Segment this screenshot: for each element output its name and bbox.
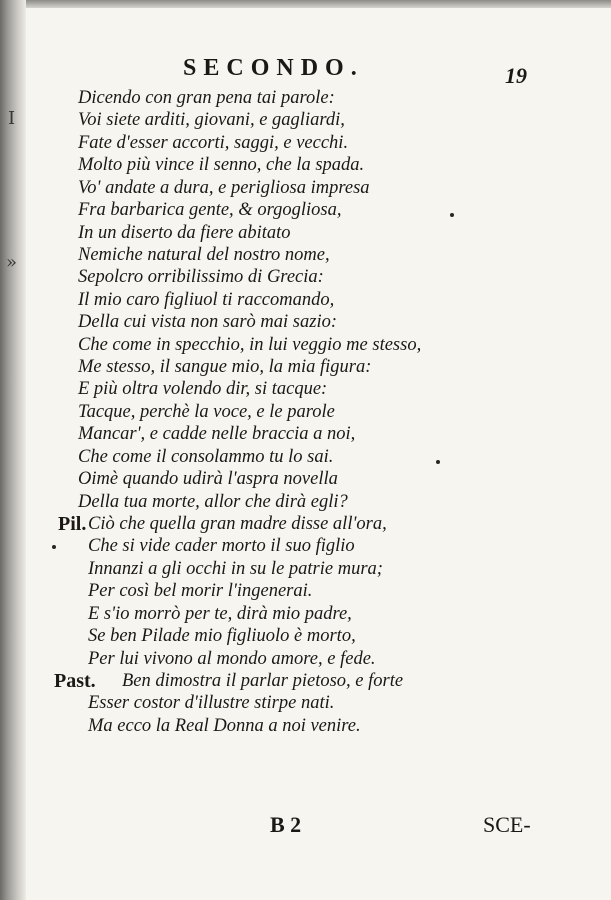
signature-mark: B 2 xyxy=(270,812,302,837)
verse-line: Che come il consolammo tu lo sai. xyxy=(78,446,334,467)
ink-speck xyxy=(450,213,454,217)
ink-speck xyxy=(436,460,440,464)
bleed-mark: » xyxy=(6,252,18,273)
verse-line: Che come in specchio, in lui veggio me stesso, xyxy=(78,334,422,355)
verse-line: Della cui vista non sarò mai sazio: xyxy=(78,312,337,333)
verse-line: Il mio caro figliuol ti raccomando, xyxy=(78,289,335,310)
verse-line: Per così bel morir l'ingenerai. xyxy=(88,581,313,602)
verse-line: Se ben Pilade mio figliuolo è morto, xyxy=(88,626,356,647)
verse-line: Fate d'esser accorti, saggi, e vecchi. xyxy=(78,132,349,153)
verse-line: Voi siete arditi, giovani, e gagliardi, xyxy=(78,110,345,131)
verse-line: Sepolcro orribilissimo di Grecia: xyxy=(78,267,324,288)
verse-line: Mancar', e cadde nelle braccia a noi, xyxy=(78,424,356,445)
page-number: 19 xyxy=(505,63,527,88)
verse-line: Ciò che quella gran madre disse all'ora, xyxy=(88,513,387,534)
ink-speck xyxy=(52,545,56,549)
book-gutter xyxy=(0,0,26,900)
bleed-mark: I xyxy=(8,108,16,129)
verse-line: Ma ecco la Real Donna a noi venire. xyxy=(88,715,361,736)
verse-line: Nemiche natural del nostro nome, xyxy=(78,244,330,265)
verse-line: E più oltra volendo dir, si tacque: xyxy=(78,379,328,400)
verse-line: E s'io morrò per te, dirà mio padre, xyxy=(88,603,352,624)
speaker-label: Pil. xyxy=(58,512,87,535)
verse-line: Molto più vince il senno, che la spada. xyxy=(78,155,365,176)
verse-line: Che si vide cader morto il suo figlio xyxy=(88,536,355,557)
verse-line: Oimè quando udirà l'aspra novella xyxy=(78,469,338,490)
verse-line: Vo' andate a dura, e perigliosa impresa xyxy=(78,177,370,198)
verse-line: Esser costor d'illustre stirpe nati. xyxy=(88,693,335,714)
verse-line: In un diserto da fiere abitato xyxy=(78,222,291,243)
verse-line: Tacque, perchè la voce, e le parole xyxy=(78,401,335,422)
verse-line: Della tua morte, allor che dirà egli? xyxy=(78,491,348,512)
verse-line: Fra barbarica gente, & orgogliosa, xyxy=(78,200,342,221)
verse-line: Me stesso, il sangue mio, la mia figura: xyxy=(78,357,372,378)
verse-line: Innanzi a gli occhi in su le patrie mura; xyxy=(88,558,383,579)
running-title: SECONDO. xyxy=(183,55,364,81)
catchword: SCE- xyxy=(483,812,531,837)
verse-line: Ben dimostra il parlar pietoso, e forte xyxy=(122,670,404,691)
verse-line: Dicendo con gran pena tai parole: xyxy=(78,88,335,108)
speaker-label: Past. xyxy=(54,669,96,692)
verse-line: Per lui vivono al mondo amore, e fede. xyxy=(88,648,376,669)
